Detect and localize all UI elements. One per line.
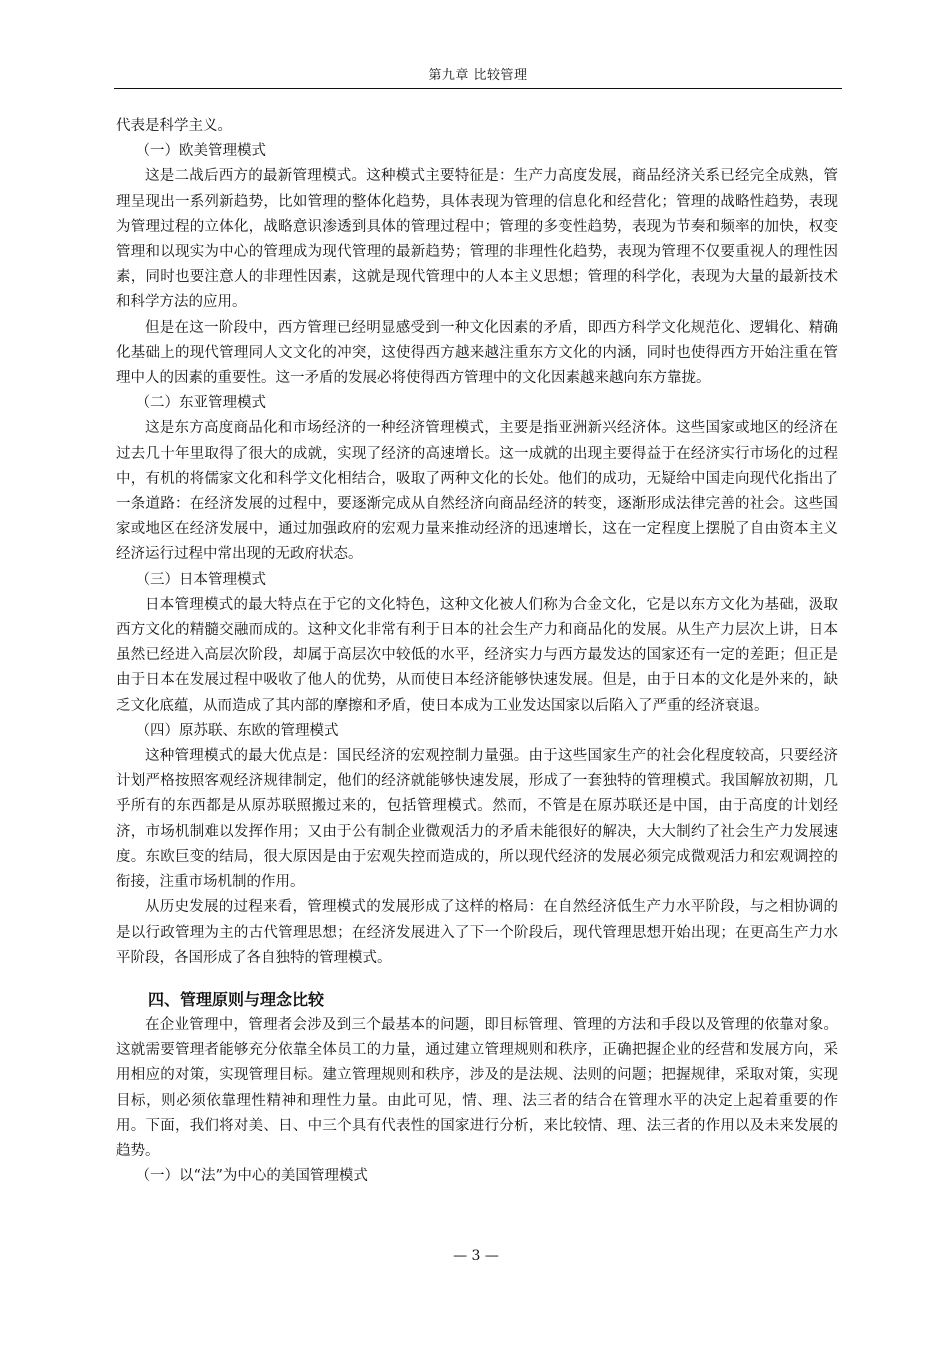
subheading-japan-model: （三）日本管理模式	[135, 571, 267, 588]
paragraph-soviet-2: 从历史发展的过程来看，管理模式的发展形成了这样的格局：在自然经济低生产力水平阶段，与之相协调的是以行政管理为主的古代管理思想；在经济发展进入了下一个阶段后，现代管理思想开始出现；在更高生产力水平阶段，各国形成了各自独特的管理模式。	[116, 899, 838, 966]
header-rule	[114, 88, 842, 89]
paragraph-euro-american-1: 这是二战后西方的最新管理模式。这种模式主要特征是：生产力高度发展，商品经济关系已经完全成熟，管理呈现出一系列新趋势，比如管理的整体化趋势，具体表现为管理的信息化和经营化；管理的战略性趋势，表现为管理过程的立体化，战略意识渗透到具体的管理过程中；管理的多变性趋势，表现为节奏和频率的加快，权变管理和以现实为中心的管理成为现代管理的最新趋势；管理的非理性化趋势，表现为管理不仅要重视人的理性因素，同时也要注意人的非理性因素，这就是现代管理中的人本主义思想；管理的科学化，表现为大量的最新技术和科学方法的应用。	[116, 168, 838, 311]
intro-tail-text: 代表是科学主义。	[116, 118, 232, 134]
paragraph-soviet-1: 这种管理模式的最大优点是：国民经济的宏观控制力量强。由于这些国家生产的社会化程度较高，只要经济计划严格按照客观经济规律制定，他们的经济就能够快速发展，形成了一套独特的管理模式。我国解放初期，几乎所有的东西都是从原苏联照搬过来的，包括管理模式。然而，不管是在原苏联还是中国，由于高度的计划经济，市场机制难以发挥作用；又由于公有制企业微观活力的矛盾未能很好的解决，大大制约了社会生产力发展速度。东欧巨变的结局，很大原因是由于宏观失控而造成的，所以现代经济的发展必须完成微观活力和宏观调控的衔接，注重市场机制的作用。	[116, 748, 838, 891]
running-header: 第九章 比较管理	[428, 68, 528, 83]
section-heading-principles: 四、管理原则与理念比较	[148, 989, 325, 1009]
paragraph-euro-american-2: 但是在这一阶段中，西方管理已经明显感受到一种文化因素的矛盾，即西方科学文化规范化、逻辑化、精确化基础上的现代管理同人文文化的冲突，这使得西方越来越注重东方文化的内涵，同时也使得西方开始注重在管理中人的因素的重要性。这一矛盾的发展必将使得西方管理中的文化因素越来越向东方靠拢。	[116, 319, 838, 387]
paragraph-principles-1: 在企业管理中，管理者会涉及到三个最基本的问题，即目标管理、管理的方法和手段以及管理的依靠对象。这就需要管理者能够充分依靠全体员工的力量，通过建立管理规则和秩序，正确把握企业的经营和发展方向，采用相应的对策，实现管理目标。建立管理规则和秩序，涉及的是法规、法则的问题；把握规律，采取对策，实现目标，则必须依靠理性精神和理性力量。由此可见，情、理、法三者的结合在管理水平的决定上起着重要的作用。下面，我们将对美、日、中三个具有代表性的国家进行分析，来比较情、理、法三者的作用以及未来发展的趋势。	[116, 1016, 838, 1159]
paragraph-east-asia-1: 这是东方高度商品化和市场经济的一种经济管理模式，主要是指亚洲新兴经济体。这些国家或地区的经济在过去几十年里取得了很大的成就，实现了经济的高速增长。这一成就的出现主要得益于在经济实行市场化的过程中，有机的将儒家文化和科学文化相结合，吸取了两种文化的长处。他们的成功，无疑给中国走向现代化指出了一条道路：在经济发展的过程中，要逐渐完成从自然经济向商品经济的转变，逐渐形成法律完善的社会。这些国家或地区在经济发展中，通过加强政府的宏观力量来推动经济的迅速增长，这在一定程度上摆脱了自由资本主义经济运行过程中常出现的无政府状态。	[116, 420, 838, 563]
page-number: — 3 —	[453, 1248, 499, 1264]
subheading-soviet-east-europe-model: （四）原苏联、东欧的管理模式	[135, 722, 339, 739]
subheading-east-asia-model: （二）东亚管理模式	[135, 395, 267, 412]
paragraph-japan-1: 日本管理模式的最大特点在于它的文化特色，这种文化被人们称为合金文化，它是以东方文化为基础，汲取西方文化的精髓交融而成的。这种文化非常有利于日本的社会生产力和商品化的发展。从生产力层次上讲，日本虽然已经进入高层次阶段，却属于高层次中较低的水平，经济实力与西方最发达的国家还有一定的差距；但正是由于日本在发展过程中吸收了他人的优势，从而使日本经济能够快速发展。但是，由于日本的文化是外来的，缺乏文化底蕴，从而造成了其内部的摩擦和矛盾，使日本成为工业发达国家以后陷入了严重的经济衰退。	[116, 596, 838, 714]
subheading-us-model: （一）以“法”为中心的美国管理模式	[135, 1168, 368, 1185]
subheading-euro-american-model: （一）欧美管理模式	[135, 143, 267, 160]
page-body	[116, 114, 838, 1189]
